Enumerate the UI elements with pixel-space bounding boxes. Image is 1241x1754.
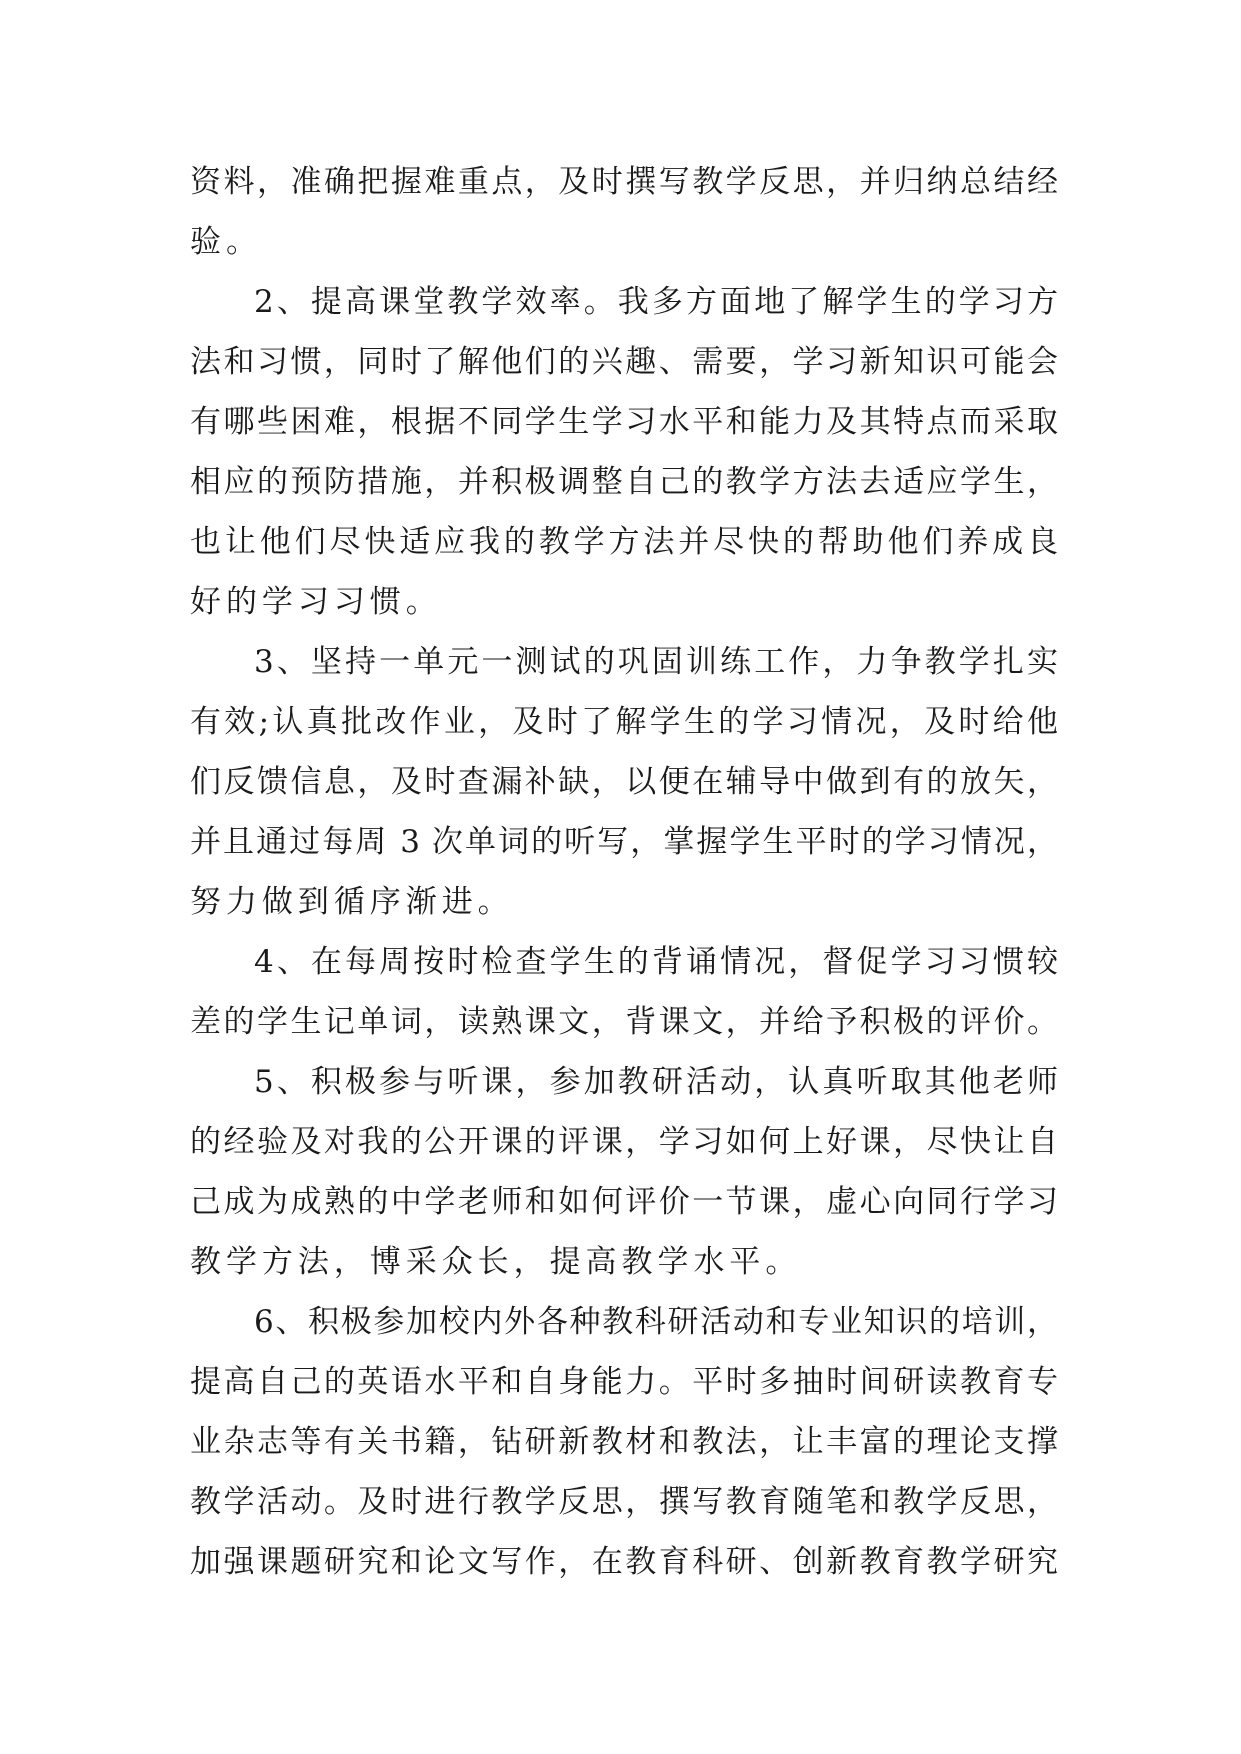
- text-line: 教学活动。及时进行教学反思，撰写教育随笔和教学反思，: [190, 1484, 1058, 1520]
- text-line: 努力做到循序渐进。: [190, 884, 514, 920]
- text-line: 有效;认真批改作业，及时了解学生的学习情况，及时给他: [190, 704, 1058, 740]
- text-line: 己成为成熟的中学老师和如何评价一节课，虚心向同行学习: [190, 1184, 1058, 1220]
- paragraph-6-start: 6、积极参加校内外各种教科研活动和专业知识的培训，: [254, 1304, 1058, 1340]
- text-line: 并且通过每周 3 次单词的听写，掌握学生平时的学习情况，: [190, 824, 1058, 860]
- text-line: 好的学习习惯。: [190, 584, 442, 620]
- text-line: 法和习惯，同时了解他们的兴趣、需要，学习新知识可能会: [190, 344, 1058, 380]
- text-line: 有哪些困难，根据不同学生学习水平和能力及其特点而采取: [190, 404, 1058, 440]
- paragraph-3-start: 3、坚持一单元一测试的巩固训练工作，力争教学扎实: [254, 644, 1058, 680]
- text-line: 的经验及对我的公开课的评课，学习如何上好课，尽快让自: [190, 1124, 1058, 1160]
- text-line: 加强课题研究和论文写作，在教育科研、创新教育教学研究: [190, 1544, 1058, 1580]
- text-line: 教学方法，博采众长，提高教学水平。: [190, 1244, 802, 1280]
- text-line: 相应的预防措施，并积极调整自己的教学方法去适应学生，: [190, 464, 1058, 500]
- text-line: 也让他们尽快适应我的教学方法并尽快的帮助他们养成良: [190, 524, 1058, 560]
- text-line: 们反馈信息，及时查漏补缺，以便在辅导中做到有的放矢，: [190, 764, 1058, 800]
- paragraph-5-start: 5、积极参与听课，参加教研活动，认真听取其他老师: [254, 1064, 1058, 1100]
- text-line: 提高自己的英语水平和自身能力。平时多抽时间研读教育专: [190, 1364, 1058, 1400]
- text-line: 验。: [190, 224, 262, 260]
- text-line: 业杂志等有关书籍，钻研新教材和教法，让丰富的理论支撑: [190, 1424, 1058, 1460]
- document-body: [190, 152, 1058, 1592]
- paragraph-2-start: 2、提高课堂教学效率。我多方面地了解学生的学习方: [254, 284, 1058, 320]
- text-line: 差的学生记单词，读熟课文，背课文，并给予积极的评价。: [190, 1004, 1058, 1040]
- paragraph-4-start: 4、在每周按时检查学生的背诵情况，督促学习习惯较: [254, 944, 1058, 980]
- text-line: 资料，准确把握难重点，及时撰写教学反思，并归纳总结经: [190, 164, 1058, 200]
